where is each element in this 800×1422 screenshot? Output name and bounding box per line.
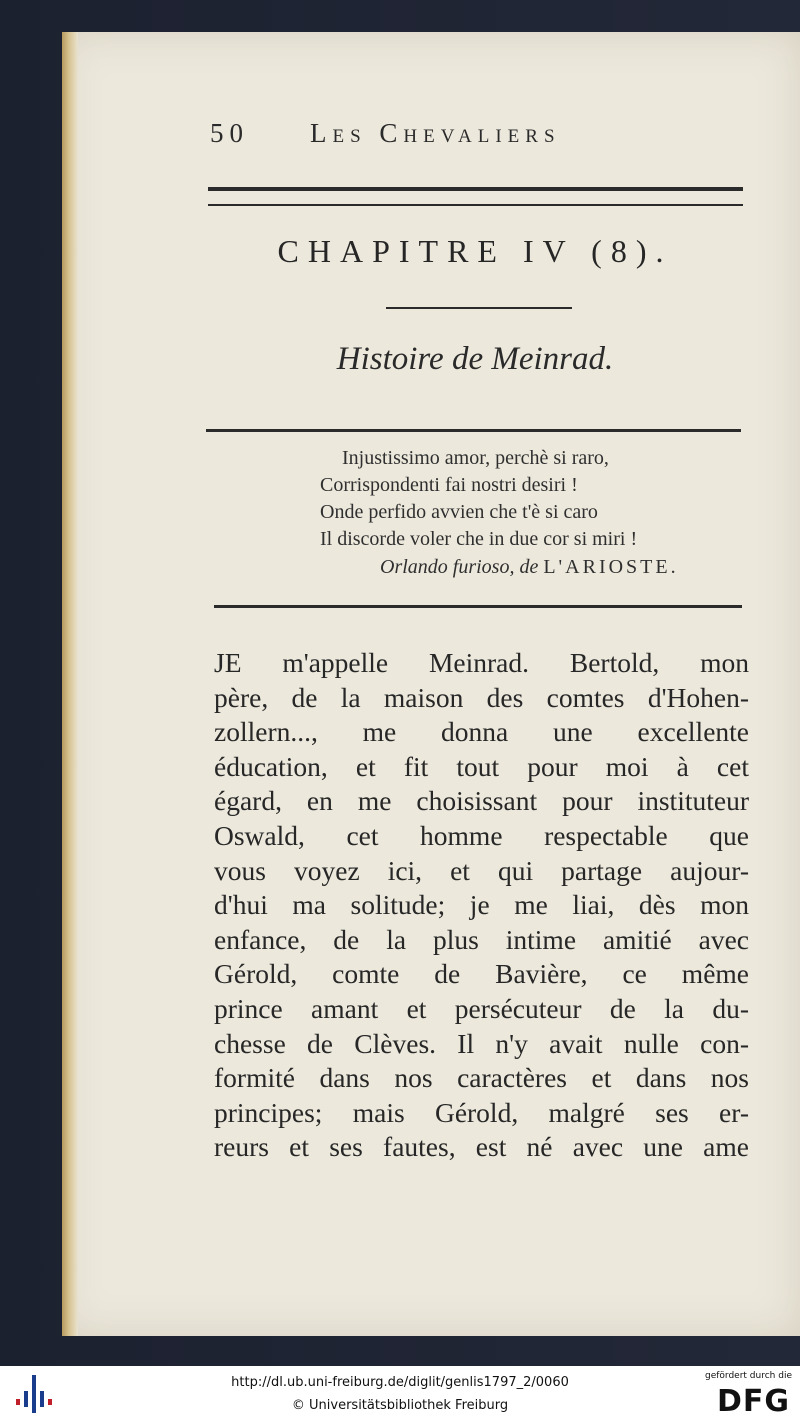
attribution-author: L'ARIOSTE. — [543, 556, 679, 578]
epigraph-line: Injustissimo amor, perchè si raro, — [342, 447, 609, 469]
text-line: éducation, et fit tout pour moi à cet — [214, 750, 749, 782]
text-line: père, de la maison des comtes d'Hohen- — [214, 681, 749, 713]
page-edge — [62, 32, 78, 1336]
dfg-caption: gefördert durch die — [705, 1371, 792, 1381]
text-line: chesse de Clèves. Il n'y avait nulle con- — [214, 1027, 749, 1059]
text-line: égard, en me choisissant pour instituteur — [214, 785, 749, 817]
copyright: © Universitätsbibliothek Freiburg — [291, 1398, 509, 1413]
top-rule-thick — [208, 187, 743, 191]
text-line: JE m'appelle Meinrad. Bertold, mon — [214, 647, 749, 678]
text-line: zollern..., me donna une excellente — [214, 716, 749, 748]
section-title: Histoire de Meinrad. — [336, 341, 614, 377]
text-line: vous voyez ici, et qui partage aujour- — [214, 854, 749, 886]
body-text — [214, 646, 749, 1165]
running-head — [210, 118, 650, 158]
text-line: prince amant et persécuteur de la du- — [214, 992, 749, 1024]
epigraph-rule-top — [206, 429, 741, 432]
dfg-logo: DFG — [716, 1384, 790, 1419]
text-line: d'hui ma solitude; je me liai, dès mon — [214, 889, 749, 921]
attribution-work: Orlando furioso, de — [380, 556, 544, 578]
page-number: 50 — [210, 118, 249, 148]
text-line: principes; mais Gérold, malgré ses er- — [214, 1096, 749, 1128]
epigraph — [320, 445, 740, 553]
text-line: Gérold, comte de Bavière, ce même — [214, 958, 749, 990]
epigraph-line: Onde perfido avvien che t'è si caro — [320, 501, 598, 523]
text-line: formité dans nos caractères et dans nos — [214, 1062, 749, 1094]
epigraph-line: Il discorde voler che in due cor si miri ! — [320, 528, 638, 550]
running-title: Les Chevaliers — [310, 118, 561, 148]
epigraph-attribution — [380, 556, 740, 579]
text-line: reurs et ses fautes, est né avec une ame — [214, 1131, 749, 1163]
text-line: Oswald, cet homme respectable que — [214, 819, 749, 851]
epigraph-rule-bottom — [214, 605, 742, 608]
text-line: enfance, de la plus intime amitié avec — [214, 923, 749, 955]
top-rule-thin — [208, 204, 743, 206]
epigraph-line: Corrispondenti fai nostri desiri ! — [320, 474, 578, 496]
chapter-rule — [386, 307, 572, 309]
permalink[interactable]: http://dl.ub.uni-freiburg.de/diglit/genlis1797_2/0060 — [231, 1375, 569, 1390]
footer-bar — [0, 1366, 800, 1422]
chapter-heading: CHAPITRE IV (8). — [277, 233, 673, 269]
